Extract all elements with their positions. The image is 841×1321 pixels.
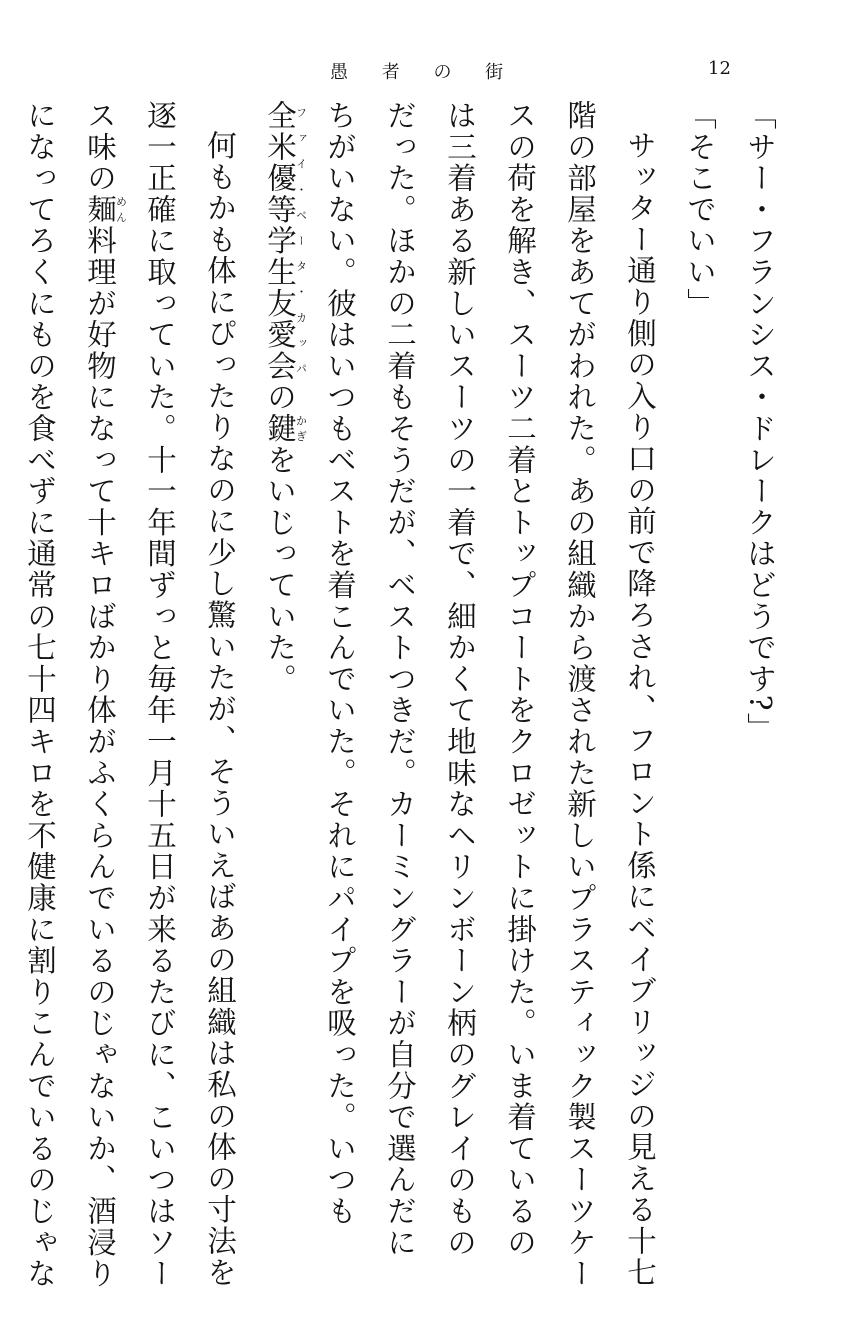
ruby-annotation: かぎ — [294, 413, 308, 445]
running-head-title: 愚 者 の 街 — [330, 62, 518, 83]
text-line: は三着ある新しいスーツの一着で、細かくて地味なヘリンボーン柄のグレイのもの — [443, 100, 477, 1259]
text-line-with-ruby — [70, 100, 130, 1290]
text-fragment: 料理が好物になって十キロばかり体がふくらんでいるのじゃないか、酒浸り — [83, 225, 117, 1290]
text-line: 「そこでいい」 — [683, 100, 717, 320]
text-fragment: の — [263, 381, 297, 414]
text-fragment: ス味の — [83, 100, 117, 194]
text-line: スの荷を解き、スーツ二着とトップコートをクロゼットに掛けた。いま着ているの — [503, 100, 537, 1259]
body-text — [23, 100, 790, 1290]
text-fragment: をいじっていた。 — [263, 444, 297, 695]
paragraph-start-line: サッター通り側の入り口の前で降ろされ、フロント係にベイブリッジの見える十七 — [623, 129, 657, 1288]
text-line: だった。ほかの二着もそうだが、ベストつきだ。カーミングラーが自分で選んだに — [383, 100, 417, 1259]
text-line: ちがいない。彼はいつもベストを着こんでいた。それにパイプを吸った。いつも — [323, 100, 357, 1227]
ruby-phrase — [83, 193, 128, 226]
ruby-base: 鍵 — [263, 413, 297, 445]
text-line-with-ruby — [250, 100, 310, 1150]
text-line — [0, 100, 10, 1150]
ruby-base: 全米優等学生友愛会 — [263, 100, 297, 382]
page-number: 12 — [708, 58, 731, 79]
text-line: 「サー・フランシス・ドレークはどうです?」 — [743, 100, 777, 744]
paragraph-start-line: 何もかも体にぴったりなのに少し驚いたが、そういえばあの組織は私の体の寸法を — [203, 129, 237, 1288]
text-line: 逐一正確に取っていた。十一年間ずっと毎年一月十五日が来るたびに、こいつはソー — [143, 100, 177, 1290]
ruby-base: 麺 — [83, 193, 117, 226]
ruby-phrase — [263, 100, 308, 382]
text-line: 階の部屋をあてがわれた。あの組織から渡された新しいプラスティック製スーツケー — [563, 100, 597, 1290]
ruby-annotation: ファイ・ベータ・カッパ — [294, 100, 308, 382]
text-line: になってろくにものを食べずに通常の七十四キロを不健康に割りこんでいるのじゃな — [23, 100, 57, 1290]
ruby-annotation: めん — [114, 193, 128, 226]
ruby-phrase — [263, 413, 308, 445]
